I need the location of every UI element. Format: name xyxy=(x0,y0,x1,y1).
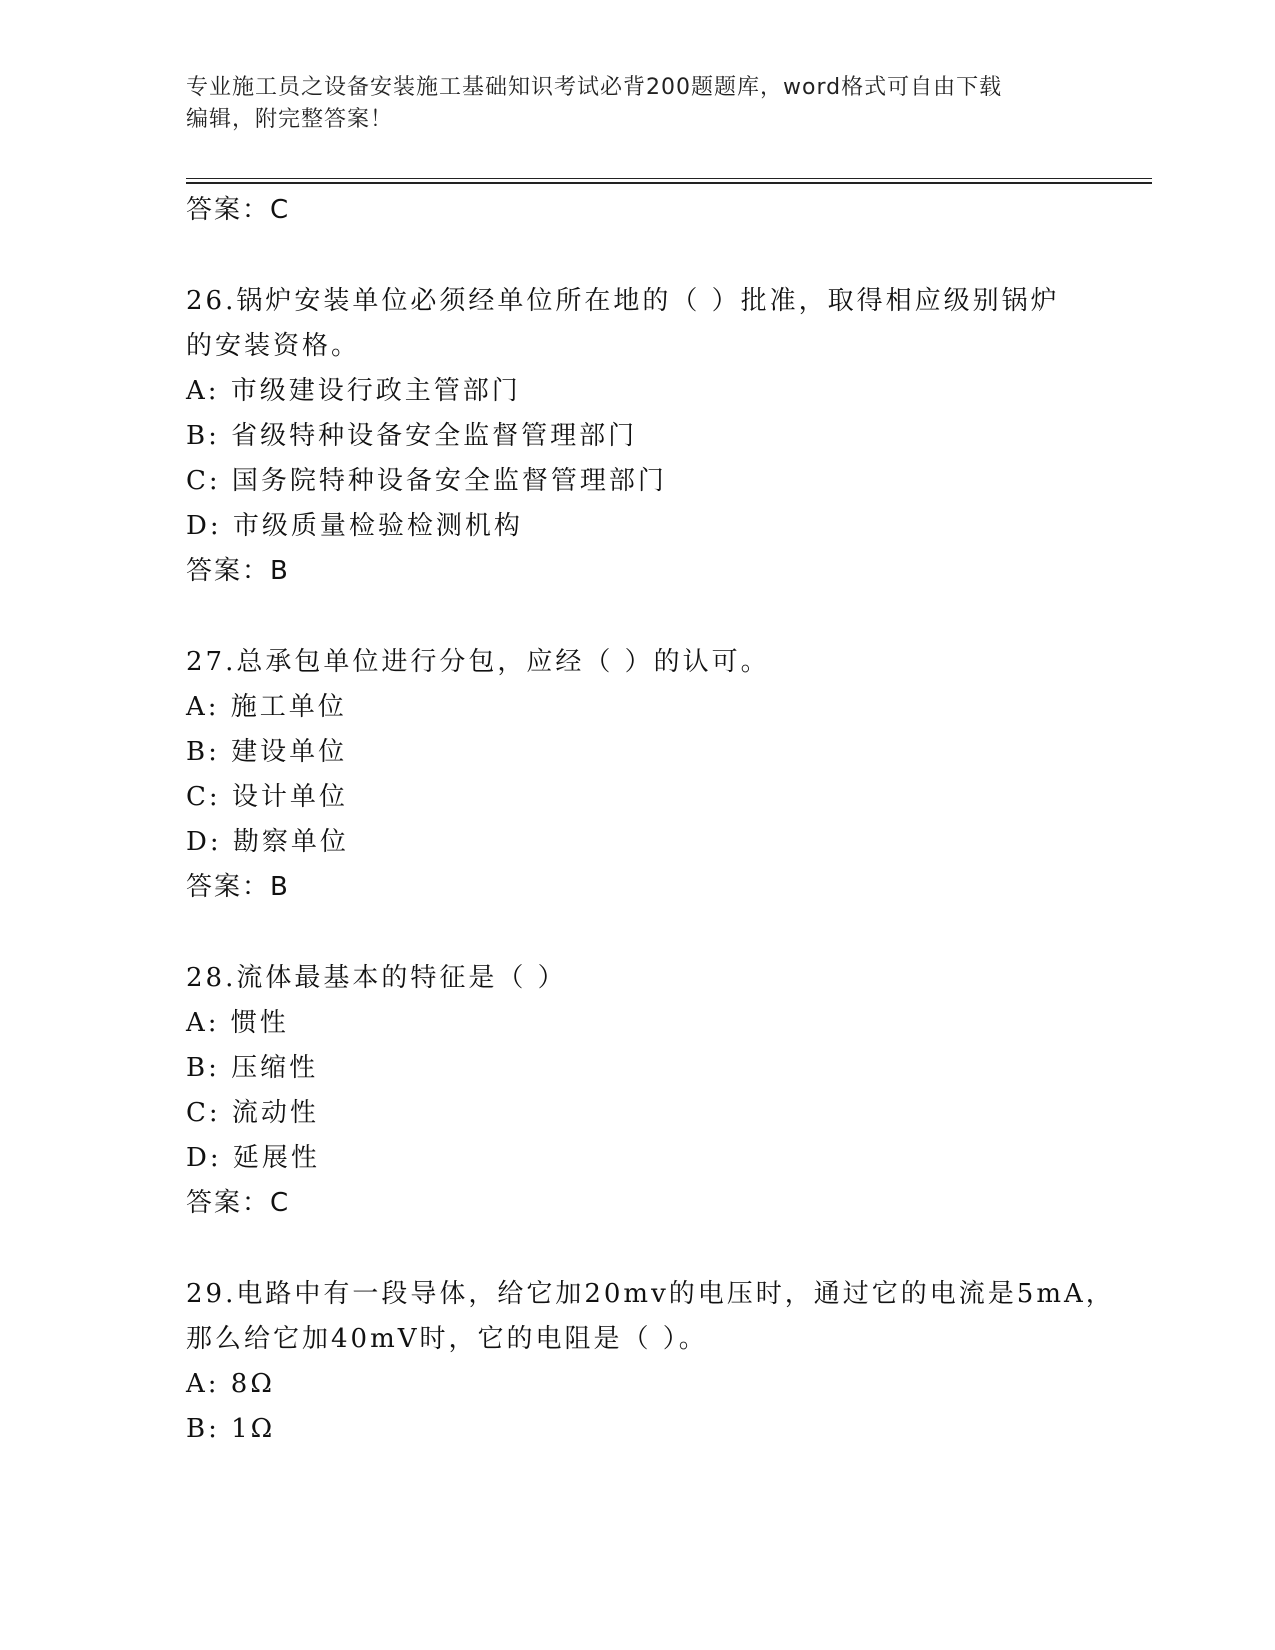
header-line-1: 专业施工员之设备安装施工基础知识考试必背200题题库，word格式可自由下载 xyxy=(186,75,1003,100)
option-c: C: 国务院特种设备安全监督管理部门 xyxy=(186,466,667,496)
answer-line: 答案：C xyxy=(186,195,291,225)
question-27 xyxy=(186,640,1086,910)
option-b: B: 压缩性 xyxy=(186,1053,319,1083)
question-stem-line: 那么给它加40mV时，它的电阻是（ ）。 xyxy=(186,1324,708,1354)
header-line-2: 编辑，附完整答案！ xyxy=(186,107,394,132)
question-content xyxy=(186,188,1115,1452)
option-b: B: 省级特种设备安全监督管理部门 xyxy=(186,421,638,451)
answer-line: 答案：B xyxy=(186,872,290,902)
question-28 xyxy=(186,956,1086,1226)
option-b: B: 建设单位 xyxy=(186,737,348,767)
option-a: A: 市级建设行政主管部门 xyxy=(186,376,521,406)
option-c: C: 设计单位 xyxy=(186,782,348,812)
question-29 xyxy=(186,1272,1115,1452)
option-a: A: 8Ω xyxy=(186,1369,275,1399)
option-d: D: 市级质量检验检测机构 xyxy=(186,511,523,541)
option-b: B: 1Ω xyxy=(186,1414,276,1444)
question-stem-line: 28.流体最基本的特征是（ ） xyxy=(186,963,567,993)
option-a: A: 惯性 xyxy=(186,1008,289,1038)
question-stem-line: 26.锅炉安装单位必须经单位所在地的（ ）批准，取得相应级别锅炉 xyxy=(186,286,1060,316)
option-d: D: 勘察单位 xyxy=(186,827,349,857)
question-stem-line: 的安装资格。 xyxy=(186,331,361,361)
option-c: C: 流动性 xyxy=(186,1098,319,1128)
question-stem-line: 29.电路中有一段导体，给它加20mv的电压时，通过它的电流是5mA， xyxy=(186,1279,1115,1309)
header-divider-thin xyxy=(186,178,1152,179)
option-d: D: 延展性 xyxy=(186,1143,320,1173)
document-header xyxy=(186,72,1066,136)
header-divider-thick xyxy=(186,182,1152,184)
answer-line: 答案：C xyxy=(186,1188,291,1218)
question-stem-line: 27.总承包单位进行分包，应经（ ）的认可。 xyxy=(186,647,770,677)
option-a: A: 施工单位 xyxy=(186,692,347,722)
question-26 xyxy=(186,279,1086,594)
answer-line: 答案：B xyxy=(186,556,290,586)
